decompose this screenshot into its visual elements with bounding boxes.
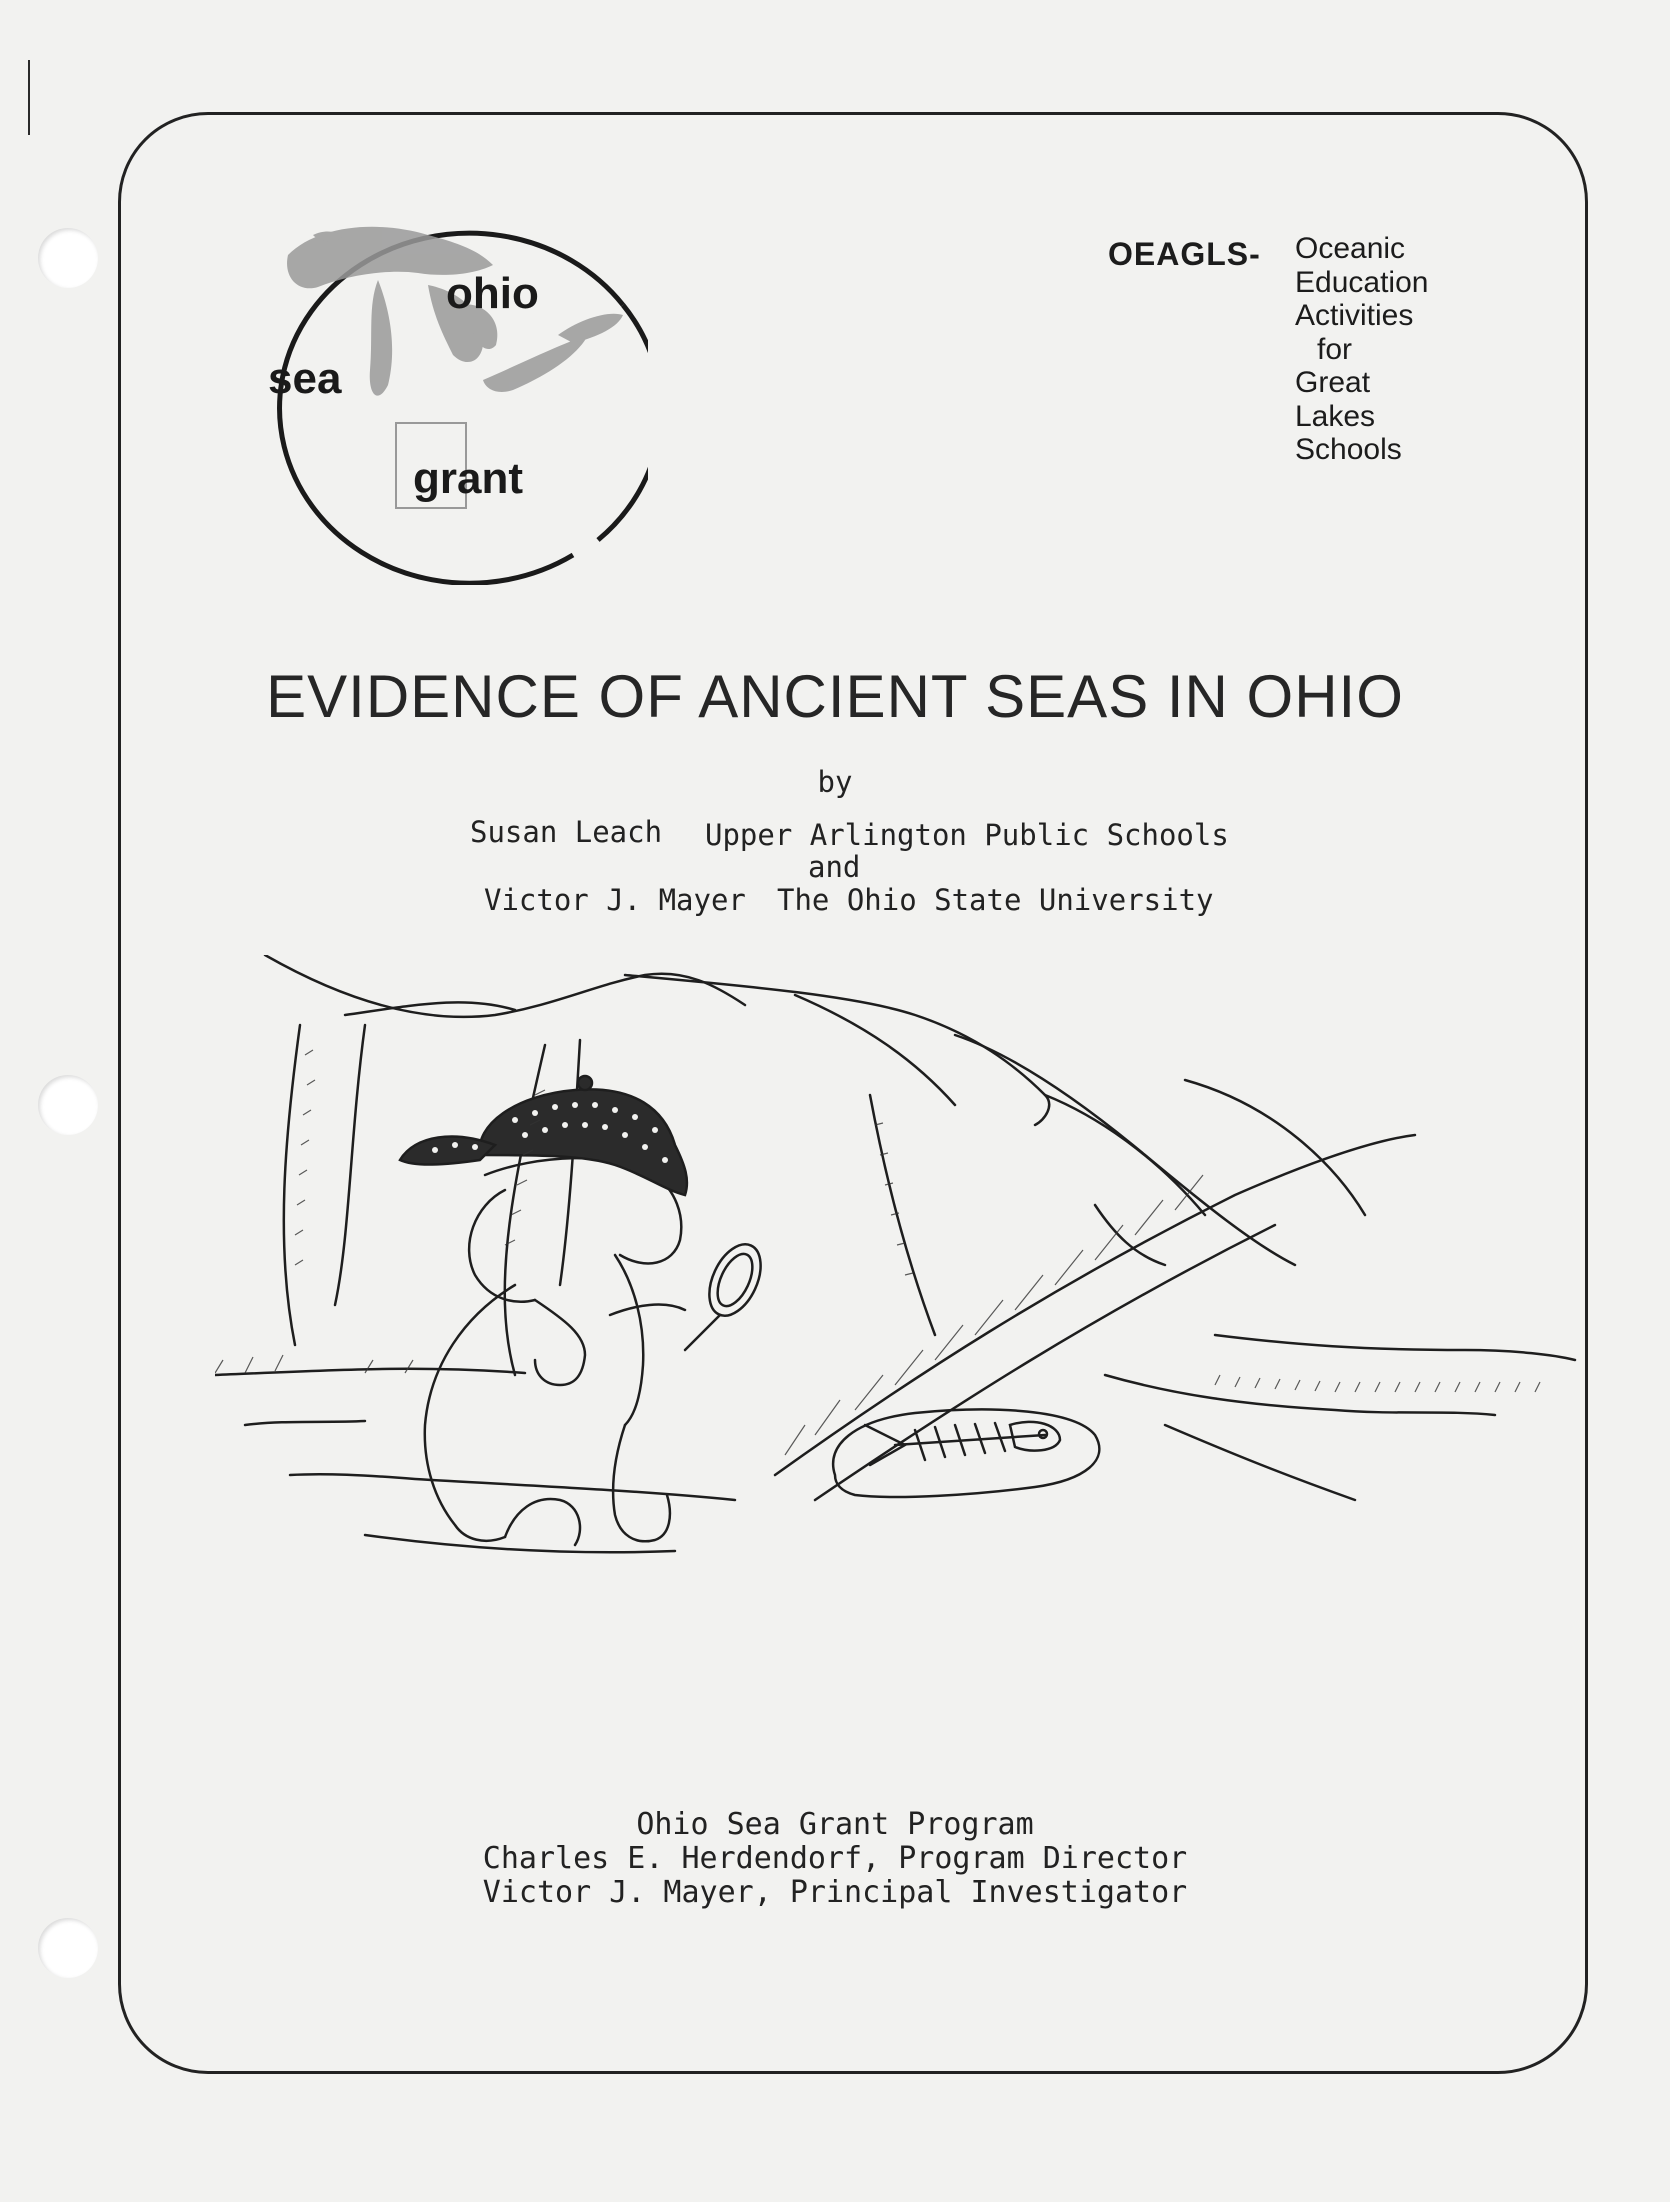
author1-name: Susan Leach: [470, 815, 663, 849]
oeagls-line: Oceanic: [1295, 232, 1406, 265]
author2-name: Victor J. Mayer: [484, 883, 746, 917]
author1-affiliation: Upper Arlington Public Schools: [705, 818, 1229, 852]
footer-investigator: Victor J. Mayer, Principal Investigator: [482, 1875, 1188, 1910]
byline-and: and: [808, 850, 861, 884]
logo-word-sea: sea: [268, 354, 342, 403]
logo-word-ohio: ohio: [446, 269, 539, 318]
oeagls-line: Great: [1295, 366, 1371, 399]
document-title: EVIDENCE OF ANCIENT SEAS IN OHIO: [266, 663, 1404, 730]
oeagls-line: for: [1317, 332, 1353, 366]
footer-program: Ohio Sea Grant Program: [636, 1807, 1034, 1842]
oeagls-line: Activities: [1295, 299, 1414, 332]
edge-mark: [28, 60, 30, 135]
ohio-sea-grant-logo: [228, 195, 648, 585]
byline-by: by: [817, 765, 853, 799]
footer-director: Charles E. Herdendorf, Program Director: [482, 1841, 1188, 1876]
oeagls-line: Schools: [1295, 433, 1402, 466]
oeagls-label: OEAGLS-: [1108, 236, 1261, 272]
logo-word-grant: grant: [413, 454, 523, 503]
oeagls-line: Education: [1295, 265, 1429, 299]
punch-hole-bottom: [38, 1918, 98, 1978]
bear-detective-fossil-illustration: [215, 955, 1590, 1675]
punch-hole-top: [38, 228, 98, 288]
oeagls-expansion: [1295, 232, 1428, 467]
oeagls-line: Lakes: [1295, 399, 1376, 433]
author2-affiliation: The Ohio State University: [777, 883, 1214, 917]
punch-hole-middle: [38, 1075, 98, 1135]
